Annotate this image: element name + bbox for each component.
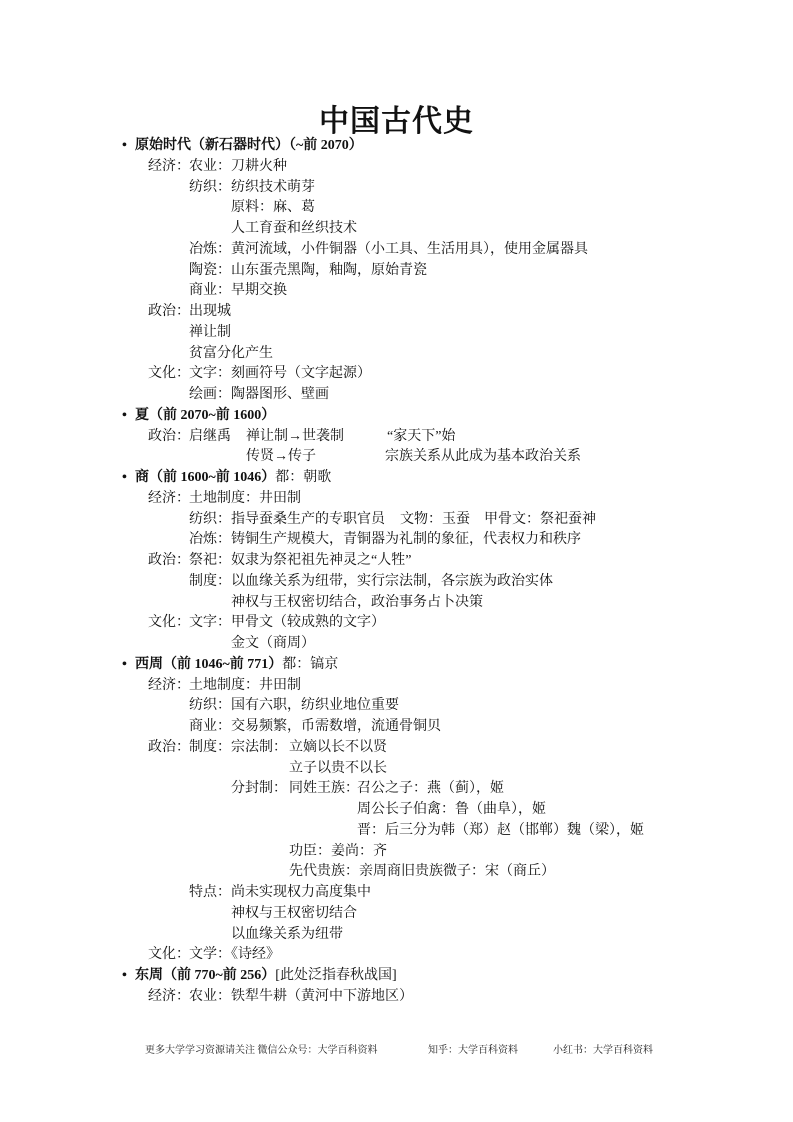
outline-content xyxy=(0,136,793,1008)
outline-text: 文字：刻画符号（文字起源） xyxy=(189,366,371,382)
outline-label: 文化： xyxy=(148,947,190,963)
outline-text: 禅让制→世袭制 xyxy=(246,428,344,444)
outline-text: 金文（商周） xyxy=(231,636,315,651)
bullet-icon: • xyxy=(122,968,127,983)
period-heading xyxy=(0,468,793,489)
outline-text: 先代贵族：亲周商旧贵族微子：宋（商丘） xyxy=(289,864,555,880)
outline-line xyxy=(0,904,793,925)
outline-label: 经济： xyxy=(148,490,190,506)
outline-label: 政治： xyxy=(148,739,190,755)
period-title: 西周（前 1046~前 771） xyxy=(135,656,283,672)
footer-zhihu: 知乎：大学百科资料 xyxy=(428,1045,518,1056)
heading-text xyxy=(135,966,397,987)
outline-line xyxy=(0,925,793,946)
period-note: [此处泛指春秋战国] xyxy=(275,968,397,983)
outline-text: 文学：《诗经》 xyxy=(189,947,280,963)
outline-line xyxy=(0,178,793,199)
outline-line xyxy=(0,842,793,863)
outline-line xyxy=(0,281,793,302)
outline-line xyxy=(0,883,793,904)
outline-text: 原料：麻、葛 xyxy=(231,200,315,216)
period-title: 商（前 1600~前 1046） xyxy=(135,470,276,485)
outline-line xyxy=(0,157,793,178)
outline-text: 禅让制 xyxy=(189,324,231,340)
period-heading xyxy=(0,136,793,157)
outline-line xyxy=(0,945,793,966)
outline-text: 陶瓷：山东蛋壳黑陶，釉陶，原始青瓷 xyxy=(189,262,427,278)
outline-line xyxy=(0,738,793,759)
outline-text: 周公长子伯禽：鲁（曲阜），姬 xyxy=(357,802,546,817)
outline-text: 文字：甲骨文（较成熟的文字） xyxy=(189,615,385,631)
outline-label: 政治： xyxy=(148,553,190,568)
period-heading xyxy=(0,655,793,676)
outline-text: 人工育蚕和丝织技术 xyxy=(231,221,357,236)
outline-line xyxy=(0,323,793,344)
outline-text: 土地制度：井田制 xyxy=(189,677,301,693)
outline-label: 纺织：指导蚕桑生产的专职官员 xyxy=(189,511,385,527)
footer-wechat: 更多大学学习资源请关注 微信公众号：大学百科资料 xyxy=(145,1045,378,1056)
outline-line xyxy=(0,821,793,842)
outline-text: 召公之子：燕（蓟），姬 xyxy=(357,781,504,797)
period-heading xyxy=(0,966,793,987)
outline-line xyxy=(0,800,793,821)
outline-line xyxy=(0,302,793,323)
outline-text: 纺织：纺织技术萌芽 xyxy=(189,179,315,195)
outline-text: 商业：交易频繁，币需数增，流通骨铜贝 xyxy=(189,719,441,734)
outline-text: 冶炼：黄河流域，小件铜器（小工具、生活用具），使用金属器具 xyxy=(189,241,588,257)
outline-label: 政治： xyxy=(148,428,190,444)
outline-text: 出现城 xyxy=(189,304,231,319)
outline-line xyxy=(0,198,793,219)
outline-label: 经济： xyxy=(148,677,190,693)
outline-line xyxy=(0,344,793,365)
footer-xiaohongshu: 小红书：大学百科资料 xyxy=(553,1045,653,1056)
outline-line xyxy=(0,987,793,1008)
outline-label: 传贤→传子 xyxy=(246,449,316,465)
outline-line xyxy=(0,759,793,780)
outline-text: 神权与王权密切结合，政治事务占卜决策 xyxy=(231,594,483,610)
period-title: 东周（前 770~前 256） xyxy=(135,968,276,983)
period-note: 都：朝歌 xyxy=(275,470,332,485)
outline-text: 祭祀：奴隶为祭祀祖先神灵之“人牲” xyxy=(189,553,412,568)
outline-line xyxy=(0,427,793,448)
outline-text: 晋：后三分为韩（郑）赵（邯郸）魏（梁），姬 xyxy=(357,822,644,838)
outline-text: 商业：早期交换 xyxy=(189,283,287,299)
outline-text: 农业：铁犁牛耕（黄河中下游地区） xyxy=(189,988,413,1004)
outline-text: 神权与王权密切结合 xyxy=(231,905,357,921)
outline-text: 启继禹 xyxy=(189,428,231,444)
bullet-icon: • xyxy=(122,656,127,672)
outline-text: 土地制度：井田制 xyxy=(189,490,301,506)
outline-label: 经济： xyxy=(148,988,190,1004)
bullet-icon: • xyxy=(122,138,127,153)
outline-label: 分封制： xyxy=(231,781,287,797)
outline-line xyxy=(0,862,793,883)
outline-line xyxy=(0,261,793,282)
outline-text: 同姓王族： xyxy=(289,781,359,797)
outline-text: 功臣：姜尚：齐 xyxy=(289,843,387,859)
outline-line xyxy=(0,572,793,593)
outline-text: 纺织：国有六职，纺织业地位重要 xyxy=(189,698,399,714)
outline-text: 文物：玉蚕 xyxy=(400,511,470,527)
outline-label: 文化： xyxy=(148,615,190,631)
outline-text: 农业：刀耕火种 xyxy=(189,158,287,174)
outline-line xyxy=(0,676,793,697)
outline-text: 制度： xyxy=(189,739,231,755)
outline-line xyxy=(0,364,793,385)
heading-text xyxy=(135,468,331,489)
outline-line xyxy=(0,240,793,261)
outline-line xyxy=(0,530,793,551)
outline-line xyxy=(0,489,793,510)
outline-text: 贫富分化产生 xyxy=(189,345,273,361)
period-title: 原始时代（新石器时代）（~前 2070） xyxy=(135,138,363,153)
outline-label: 政治： xyxy=(148,304,190,319)
outline-text: 立嫡以长不以贤 xyxy=(289,739,387,755)
bullet-icon: • xyxy=(122,407,127,423)
outline-line xyxy=(0,613,793,634)
heading-text xyxy=(135,136,363,157)
outline-text: 特点：尚未实现权力高度集中 xyxy=(189,885,371,900)
outline-line xyxy=(0,593,793,614)
period-heading xyxy=(0,406,793,427)
heading-text xyxy=(135,406,275,427)
outline-text: 以血缘关系为纽带 xyxy=(231,926,343,942)
outline-text: 宗法制： xyxy=(231,739,287,755)
outline-text: 立子以贵不以长 xyxy=(289,760,387,776)
heading-text xyxy=(135,655,338,676)
outline-line xyxy=(0,779,793,800)
period-title: 夏（前 2070~前 1600） xyxy=(135,407,276,423)
outline-line xyxy=(0,696,793,717)
outline-line xyxy=(0,551,793,572)
outline-line xyxy=(0,510,793,531)
outline-line xyxy=(0,717,793,738)
period-note: 都：镐京 xyxy=(282,656,339,672)
outline-line xyxy=(0,634,793,655)
outline-line xyxy=(0,385,793,406)
outline-line xyxy=(0,219,793,240)
outline-label: 文化： xyxy=(148,366,190,382)
outline-label: 经济： xyxy=(148,158,190,174)
outline-text: 制度：以血缘关系为纽带，实行宗法制，各宗族为政治实体 xyxy=(189,573,553,589)
outline-line xyxy=(0,447,793,468)
outline-text: 绘画：陶器图形、壁画 xyxy=(189,387,329,402)
outline-text: 冶炼：铸铜生产规模大，青铜器为礼制的象征，代表权力和秩序 xyxy=(189,532,581,548)
outline-text: 宗族关系从此成为基本政治关系 xyxy=(385,449,581,465)
document-title: 中国古代史 xyxy=(319,105,474,138)
outline-text: 甲骨文：祭祀蚕神 xyxy=(484,511,596,527)
bullet-icon: • xyxy=(122,470,127,485)
outline-text: “家天下”始 xyxy=(387,428,456,444)
